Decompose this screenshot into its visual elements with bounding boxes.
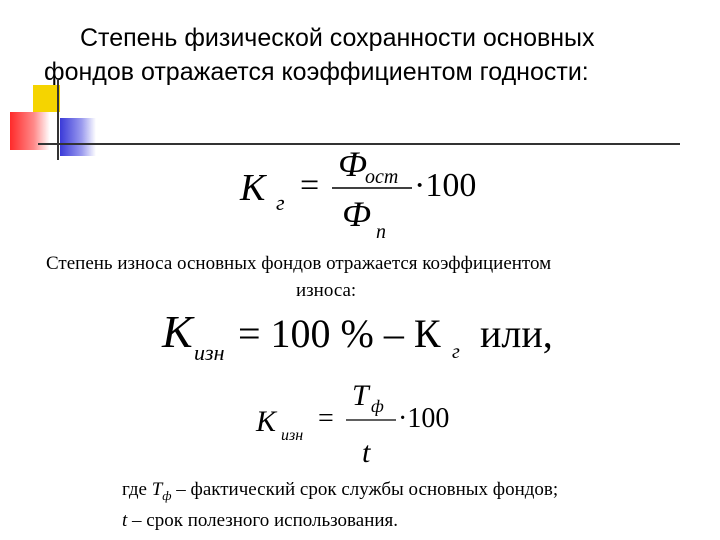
formula2-tail: или, [480, 311, 553, 356]
formula3-numerator: Т [352, 379, 369, 412]
formula3-tail: ·100 [398, 403, 450, 434]
note-line-1 [122, 479, 558, 504]
formula1-numerator: Ф [338, 144, 367, 184]
formula2-k: К [162, 306, 193, 357]
wear-description-line-2: износа: [296, 280, 357, 301]
note1-var-sub: ф [162, 487, 172, 503]
formula1-denominator: Ф [342, 194, 371, 234]
note2-text: – срок полезного использования. [127, 510, 399, 531]
note2-var: t [122, 510, 128, 531]
formula1-tail: ·100 [414, 167, 477, 204]
formula2-k-sub: изн [194, 340, 225, 365]
formula2-body: = 100 % – К [238, 311, 441, 356]
formula3-numerator-sub: ф [371, 396, 384, 416]
formula1-equals: = [300, 167, 320, 204]
formula2-kg-sub: г [452, 341, 460, 363]
note1-prefix: где [122, 479, 152, 500]
formula3-denominator: t [362, 436, 371, 469]
slide-title-line-2: фондов отражается коэффициентом годности: [44, 58, 589, 86]
wear-description-line-1: Степень износа основных фондов отражается коэффициентом [46, 253, 552, 274]
slide-title-line-1: Степень физической сохранности основных [80, 24, 595, 52]
formula3-k: К [256, 405, 276, 438]
note1-text: – фактический срок службы основных фондов; [171, 479, 559, 500]
note1-var: Т [151, 479, 163, 500]
formula3-equals: = [318, 403, 334, 434]
formula1-numerator-sub: ост [365, 166, 399, 188]
formula1-k: К [240, 167, 266, 209]
formula1-denominator-sub: п [376, 221, 386, 243]
note-line-2 [122, 510, 398, 532]
formula1-k-sub: г [276, 190, 285, 215]
formula3-k-sub: изн [281, 427, 304, 444]
